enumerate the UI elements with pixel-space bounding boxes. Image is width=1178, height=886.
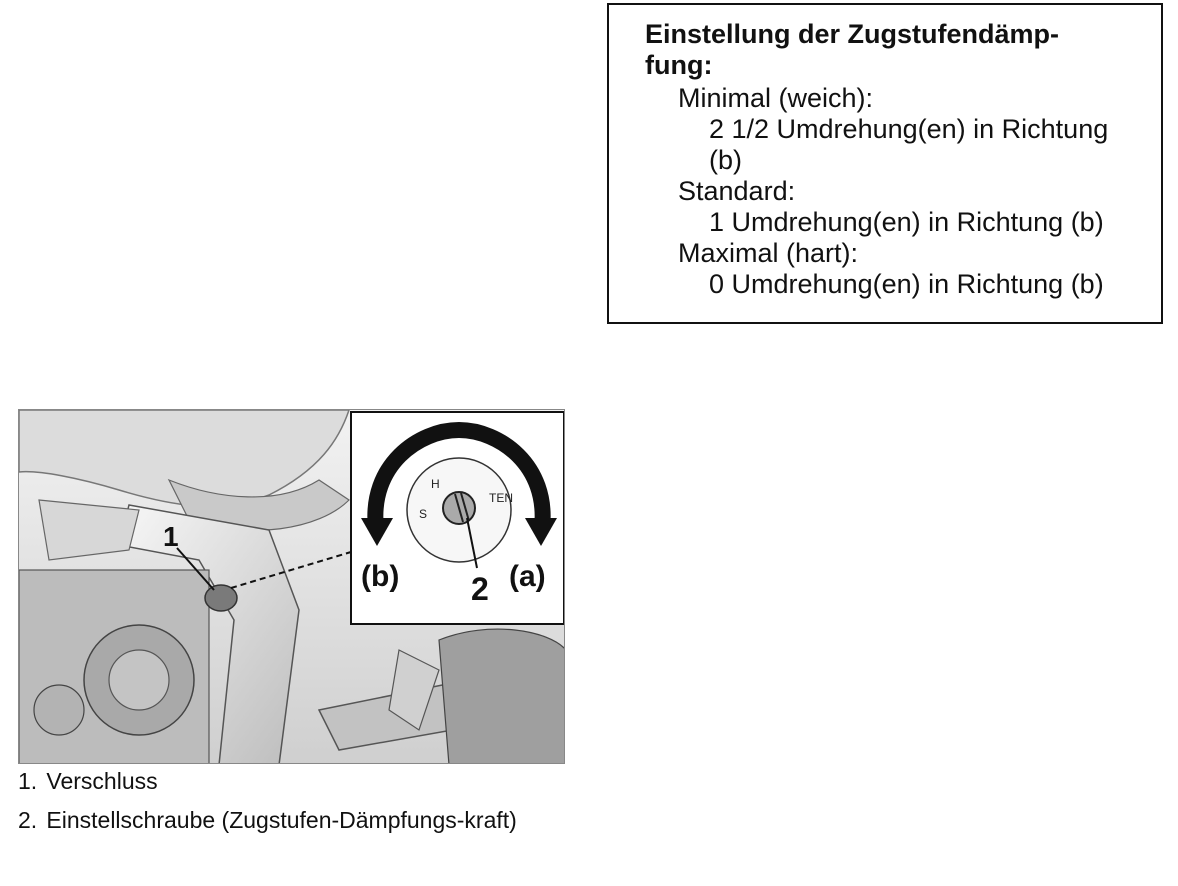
- direction-b-label: (b): [361, 560, 400, 593]
- callout-2-label: 2: [471, 571, 489, 607]
- max-value: 0 Umdrehung(en) in Richtung (b): [709, 269, 1104, 299]
- caption-item-1: [18, 767, 578, 795]
- caption-2-text: Einstellschraube (Zugstufen-Dämpfungs-kraft): [46, 807, 517, 833]
- dial-s-label: S: [419, 507, 428, 521]
- caption-2-number: 2.: [18, 807, 38, 833]
- motorcycle-illustration: [18, 409, 565, 764]
- frame-front-shape: [39, 500, 139, 560]
- spec-title: [645, 19, 1143, 81]
- min-value-line2: (b): [709, 145, 742, 175]
- engine-part: [34, 685, 84, 735]
- min-value-line1: 2 1/2 Umdrehung(en) in Richtung: [709, 114, 1109, 144]
- spec-title-line2: fung:: [645, 50, 713, 80]
- dial-h-label: H: [431, 477, 440, 491]
- rear-wheel-shape: [439, 629, 565, 764]
- spec-box: [607, 3, 1163, 324]
- caption-1-text: Verschluss: [46, 768, 158, 794]
- cap-part: [205, 585, 237, 611]
- std-label: Standard:: [678, 176, 796, 206]
- direction-a-label: (a): [509, 560, 546, 593]
- dial-ten-label: TEN: [489, 491, 513, 505]
- illustration-svg: [19, 410, 565, 764]
- callout-1-label: 1: [163, 521, 179, 552]
- max-label: Maximal (hart):: [678, 238, 859, 268]
- engine-cover-inner: [109, 650, 169, 710]
- min-label: Minimal (weich):: [678, 83, 874, 113]
- caption-item-2: [18, 806, 578, 834]
- spec-title-line1: Einstellung der Zugstufendämp-: [645, 19, 1060, 49]
- caption-1-number: 1.: [18, 768, 38, 794]
- std-value: 1 Umdrehung(en) in Richtung (b): [709, 207, 1104, 237]
